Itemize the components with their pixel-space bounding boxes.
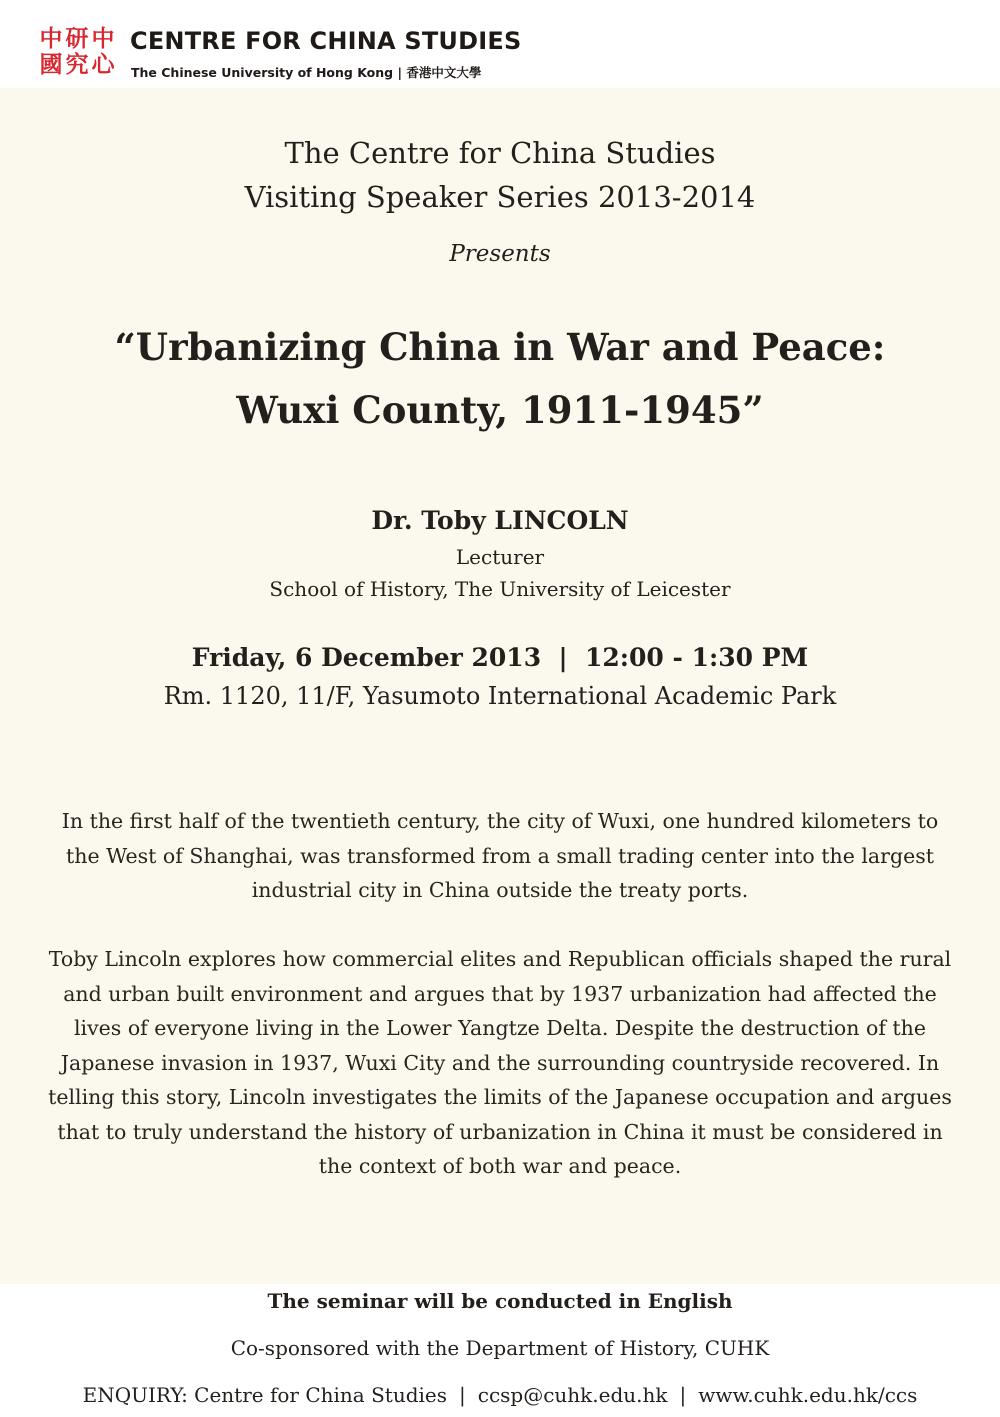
- separator: |: [679, 1383, 687, 1407]
- series-title-line1: The Centre for China Studies: [284, 136, 716, 170]
- speaker-position: Lecturer: [455, 545, 545, 569]
- email-link[interactable]: ccsp@cuhk.edu.hk: [477, 1383, 668, 1407]
- separator: |: [459, 1383, 466, 1407]
- abstract-paragraph: Toby Lincoln explores how commercial elites and Republican officials shaped the rural and urban built environment and argues that by 1937 urbanization had affected the lives of everyone living in the Lower Yangtze Delta. Despite the destruction of the Japanese invasion in 1937, Wuxi City and the surrounding countryside recovered. In telling this story, Lincoln investigates the limits of the Japanese occupation and argues that to truly understand the history of urbanization in China it must be considered in the context of both war and peace.: [48, 947, 952, 1178]
- event-venue: Rm. 1120, 11/F, Yasumoto International Academic Park: [163, 682, 837, 710]
- cosponsor-note: Co-sponsored with the Department of History, CUHK: [230, 1336, 770, 1360]
- talk-title-line2: Wuxi County, 1911-1945”: [236, 388, 764, 432]
- speaker-affiliation: School of History, The University of Leicester: [269, 577, 731, 601]
- speaker-name: Dr. Toby LINCOLN: [371, 506, 629, 535]
- logo-char: 中: [91, 26, 115, 52]
- logo-char: 心: [91, 52, 115, 78]
- org-name: CENTRE FOR CHINA STUDIES: [130, 27, 522, 55]
- enquiry-line: [0, 1383, 1000, 1407]
- org-subtitle: The Chinese University of Hong Kong | 香港中文大學: [131, 65, 482, 80]
- event-datetime: Friday, 6 December 2013 | 12:00 - 1:30 PM: [191, 643, 809, 672]
- series-title-line2: Visiting Speaker Series 2013-2014: [244, 180, 756, 214]
- ccs-logo: [38, 26, 116, 78]
- website-link[interactable]: www.cuhk.edu.hk/ccs: [698, 1383, 918, 1407]
- logo-char: 研: [65, 26, 89, 52]
- logo-char: 究: [65, 52, 89, 78]
- enquiry-label: ENQUIRY: Centre for China Studies: [82, 1383, 447, 1407]
- header: [0, 0, 1000, 88]
- logo-char: 中: [39, 26, 63, 52]
- presents-label: Presents: [449, 241, 551, 267]
- talk-title-line1: “Urbanizing China in War and Peace:: [114, 325, 886, 369]
- abstract-paragraph: In the first half of the twentieth century, the city of Wuxi, one hundred kilometers to the West of Shanghai, was transformed from a small trading center into the largest industrial city in China outside the treaty ports.: [61, 809, 939, 902]
- logo-char: 國: [39, 52, 63, 78]
- language-note: The seminar will be conducted in English: [267, 1289, 733, 1313]
